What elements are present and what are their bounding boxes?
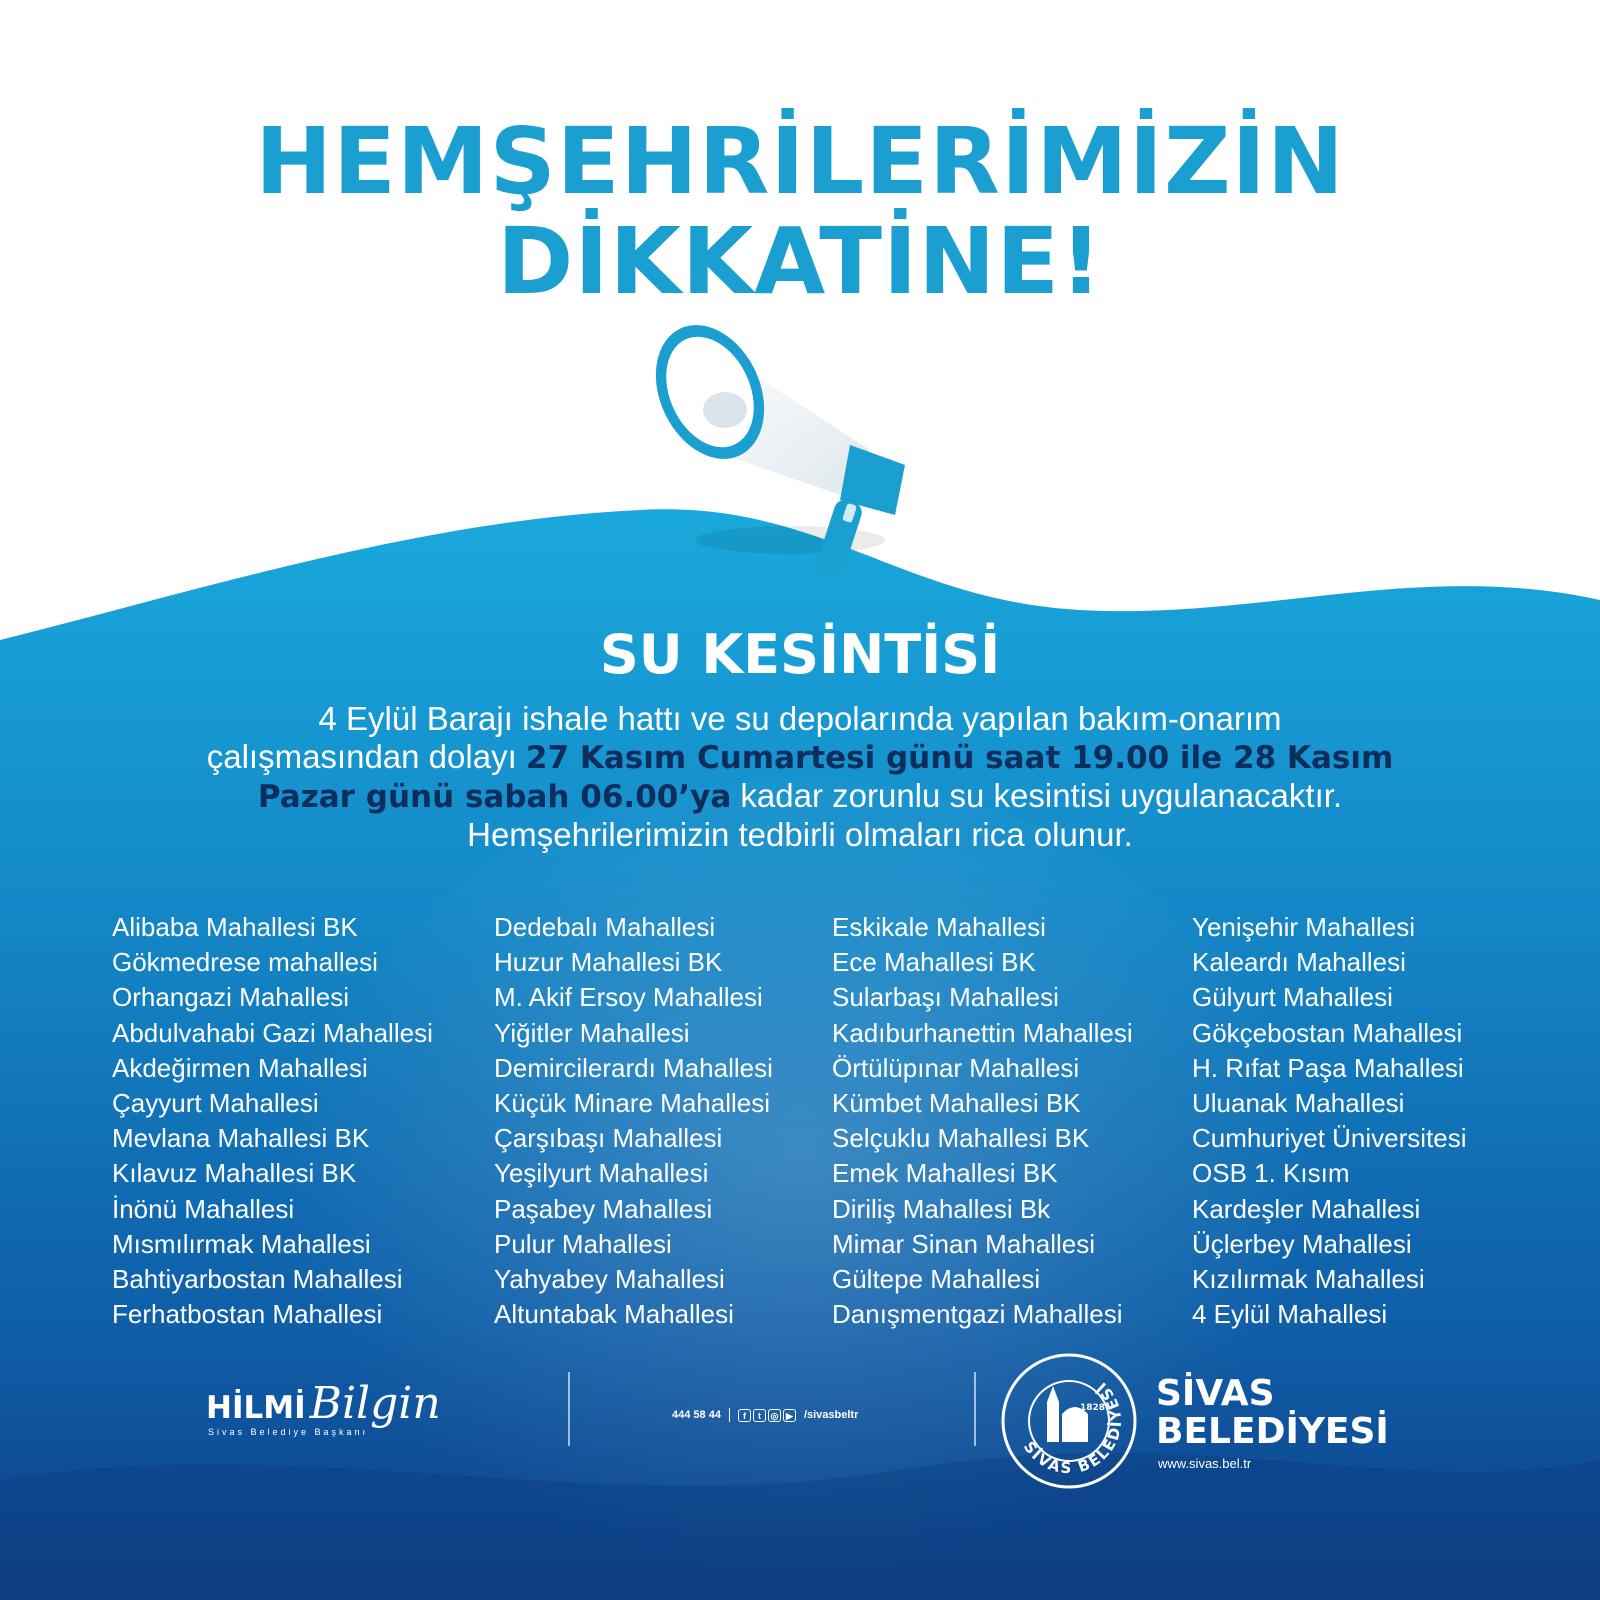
neighborhood-column-1 [112,910,433,1332]
neighborhood-column-4 [1192,910,1467,1332]
neighborhood-item: Gökçebostan Mahallesi [1192,1017,1463,1048]
headline-line-1: HEMŞEHRİLERİMİZİN [255,108,1345,215]
notice-line-2 [150,738,1450,777]
neighborhood-item: Eskikale Mahallesi [832,912,1046,942]
neighborhood-item: Çayyurt Mahallesi [112,1088,319,1119]
neighborhood-item: Ferhatbostan Mahallesi [112,1299,383,1330]
neighborhood-item: Akdeğirmen Mahallesi [112,1052,368,1083]
headline-line-2: DİKKATİNE! [496,208,1104,315]
notice-line-4: Hemşehrilerimizin tedbirli olmaları rica olunur. [467,816,1133,853]
notice-line-3-text: kadar zorunlu su kesintisi uygulanacaktır. [731,777,1343,814]
social-icons [738,1409,796,1422]
neighborhood-item: Gültepe Mahallesi [832,1264,1041,1295]
neighborhood-column-2 [494,910,773,1332]
phone-number: 444 58 44 [672,1409,721,1421]
mayor-first-name: HİLMİ [206,1390,306,1426]
neighborhood-item: Uluanak Mahallesi [1192,1088,1405,1119]
neighborhood-item: Kardeşler Mahallesi [1192,1193,1421,1224]
footer-divider-left [568,1372,570,1446]
neighborhood-item: Abdulvahabi Gazi Mahallesi [112,1017,433,1048]
notice-date-start: 27 Kasım Cumartesi günü saat 19.00 ile 28 Kasım [525,740,1394,776]
neighborhood-item: M. Akif Ersoy Mahallesi [494,982,763,1013]
neighborhood-item: 4 Eylül Mahallesi [1192,1299,1388,1330]
seal-ring-text: SİVAS BELEDİYESİ [1019,1377,1126,1478]
neighborhood-item: Diriliş Mahallesi Bk [832,1193,1051,1224]
neighborhood-item: Mevlana Mahallesi BK [112,1123,370,1154]
neighborhood-item: Yeşilyurt Mahallesi [494,1158,709,1189]
neighborhood-item: Ece Mahallesi BK [832,947,1036,978]
neighborhood-item: Mimar Sinan Mahallesi [832,1228,1095,1259]
neighborhood-item: Huzur Mahallesi BK [494,947,723,978]
brand-name-line-2: BELEDİYESİ [1156,1411,1389,1452]
neighborhood-column-3 [832,910,1133,1332]
neighborhood-item: H. Rıfat Paşa Mahallesi [1192,1052,1464,1083]
neighborhood-item: Demircilerardı Mahallesi [494,1052,773,1083]
neighborhood-item: Dedebalı Mahallesi [494,912,716,942]
brand-name-line-1: SİVAS [1156,1373,1275,1414]
notice-line-2-text: çalışmasından dolayı [206,738,526,775]
neighborhood-item: Altuntabak Mahallesi [494,1299,734,1330]
twitter-icon[interactable]: t [753,1409,766,1422]
youtube-icon[interactable]: ▶ [783,1409,796,1422]
neighborhood-item: Alibaba Mahallesi BK [112,912,358,942]
neighborhood-item: Çarşıbaşı Mahallesi [494,1123,723,1154]
notice-line-1: 4 Eylül Barajı ishale hattı ve su depolarında yapılan bakım-onarım [318,700,1282,737]
neighborhood-item: Kaleardı Mahallesi [1192,947,1406,978]
neighborhood-item: Paşabey Mahallesi [494,1193,713,1224]
notice-body [150,700,1450,854]
neighborhood-item: Yiğitler Mahallesi [494,1017,690,1048]
neighborhood-item: Selçuklu Mahallesi BK [832,1123,1090,1154]
notice-date-end: Pazar günü sabah 06.00’ya [257,779,732,815]
neighborhood-item: Küçük Minare Mahallesi [494,1088,771,1119]
neighborhood-item: Yahyabey Mahallesi [494,1264,725,1295]
neighborhood-item: Kızılırmak Mahallesi [1192,1264,1425,1295]
website-link[interactable]: www.sivas.bel.tr [1158,1456,1252,1471]
notice-line-3 [150,777,1450,816]
neighborhood-item: Kılavuz Mahallesi BK [112,1158,357,1189]
mayor-signature [206,1378,441,1437]
neighborhood-item: Kümbet Mahallesi BK [832,1088,1081,1119]
neighborhood-item: Yenişehir Mahallesi [1192,912,1416,942]
neighborhood-item: OSB 1. Kısım [1192,1158,1350,1189]
neighborhood-item: Gülyurt Mahallesi [1192,982,1393,1013]
neighborhood-item: Danışmentgazi Mahallesi [832,1299,1123,1330]
social-handle[interactable]: /sivasbeltr [803,1409,859,1421]
neighborhood-item: Bahtiyarbostan Mahallesi [112,1264,403,1295]
seal-year: 1828 [1080,1403,1106,1413]
contact-bar [672,1408,858,1422]
footer-divider-right [974,1372,976,1446]
neighborhood-item: Kadıburhanettin Mahallesi [832,1017,1133,1048]
neighborhood-item: İnönü Mahallesi [112,1193,295,1224]
neighborhood-item: Sularbaşı Mahallesi [832,982,1059,1013]
neighborhood-item: Üçlerbey Mahallesi [1192,1228,1412,1259]
notice-title: SU KESİNTİSİ [599,623,1001,686]
mayor-last-name: Bilgin [309,1378,441,1429]
mayor-title: Sivas Belediye Başkanı [208,1427,369,1437]
municipality-seal-logo [1000,1352,1138,1490]
instagram-icon[interactable]: ◎ [768,1409,781,1422]
facebook-icon[interactable]: f [738,1409,751,1422]
megaphone-icon [640,300,940,610]
neighborhood-item: Örtülüpınar Mahallesi [832,1052,1080,1083]
neighborhood-item: Orhangazi Mahallesi [112,982,350,1013]
neighborhood-item: Emek Mahallesi BK [832,1158,1058,1189]
neighborhood-item: Cumhuriyet Üniversitesi [1192,1123,1467,1154]
neighborhood-item: Pulur Mahallesi [494,1228,672,1259]
neighborhood-item: Gökmedrese mahallesi [112,947,378,978]
contact-separator [729,1408,730,1422]
neighborhood-item: Mısmılırmak Mahallesi [112,1228,371,1259]
